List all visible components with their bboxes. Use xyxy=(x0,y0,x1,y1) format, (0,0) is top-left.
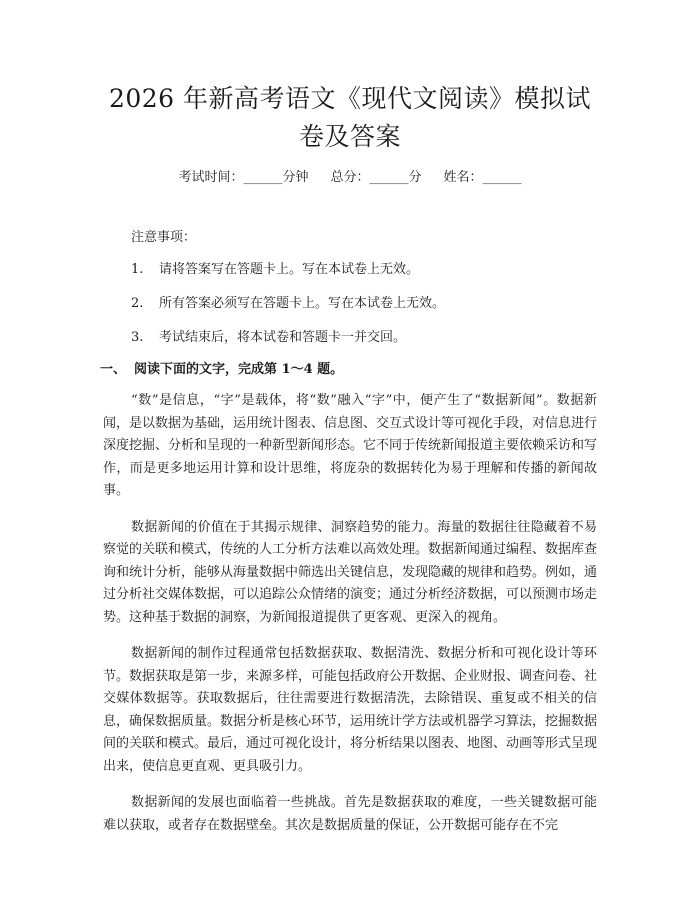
passage-paragraph: 数据新闻的制作过程通常包括数据获取、数据清洗、数据分析和可视化设计等环节。数据获取是第一步，来源多样，可能包括政府公开数据、企业财报、调查问卷、社交媒体数据等。获取数据后，往往需要进行数据清洗，去除错误、重复或不相关的信息，确保数据质量。数据分析是核心环节，运用统计学方法或机器学习算法，挖掘数据间的关联和模式。最后，通过可视化设计，将分析结果以图表、地图、动画等形式呈现出来，使信息更直观、更具吸引力。 xyxy=(103,646,598,774)
notice-item-number: 2. xyxy=(131,296,144,311)
notice-item-text: 所有答案必须写在答题卡上。写在本试卷上无效。 xyxy=(159,296,446,311)
exam-meta-line xyxy=(103,168,597,188)
notice-item-number: 3. xyxy=(131,330,144,345)
passage-paragraph: 数据新闻的发展也面临着一些挑战。首先是数据获取的难度，一些关键数据可能难以获取，或者存在数据壁垒。其次是数据质量的保证，公开数据可能存在不完 xyxy=(103,795,597,833)
name-field: 姓名：______ xyxy=(443,170,522,185)
section-instruction: 阅读下面的文字，完成第 1～4 题。 xyxy=(134,362,344,377)
notice-item xyxy=(131,294,597,314)
section-number: 一、 xyxy=(100,362,127,377)
passage-paragraph: “数”是信息，“字”是载体，将“数”融入“字”中，便产生了“数据新闻”。数据新闻，是以数据为基础，运用统计图表、信息图、交互式设计等可视化手段，对信息进行深度挖掘、分析和呈现的一种新型新闻形态。它不同于传统新闻报道主要依赖采访和写作，而是更多地运用计算和设计思维，将庞杂的数据转化为易于理解和传播的新闻故事。 xyxy=(103,393,598,498)
passage-paragraph: 数据新闻的价值在于其揭示规律、洞察趋势的能力。海量的数据往往隐藏着不易察觉的关联和模式，传统的人工分析方法难以高效处理。数据新闻通过编程、数据库查询和统计分析，能够从海量数据中筛选出关键信息，发现隐藏的规律和趋势。例如，通过分析社交媒体数据，可以追踪公众情绪的演变；通过分析经济数据，可以预测市场走势。这种基于数据的洞察，为新闻报道提供了更客观、更深入的视角。 xyxy=(103,519,598,625)
notice-item-text: 考试结束后，将本试卷和答题卡一并交回。 xyxy=(159,330,407,345)
notice-list xyxy=(103,260,597,348)
notice-heading: 注意事项： xyxy=(131,230,197,245)
notice-item-text: 请将答案写在答题卡上。写在本试卷上无效。 xyxy=(159,262,420,277)
section-heading xyxy=(100,360,597,380)
notice-item xyxy=(131,328,597,348)
notice-item xyxy=(131,260,597,280)
notice-item-number: 1. xyxy=(131,262,144,277)
page-title: 2026 年新高考语文《现代文阅读》模拟试卷及答案 xyxy=(108,84,592,151)
total-score-field: 总分：______分 xyxy=(330,170,422,185)
exam-time-field: 考试时间：______分钟 xyxy=(178,170,309,185)
